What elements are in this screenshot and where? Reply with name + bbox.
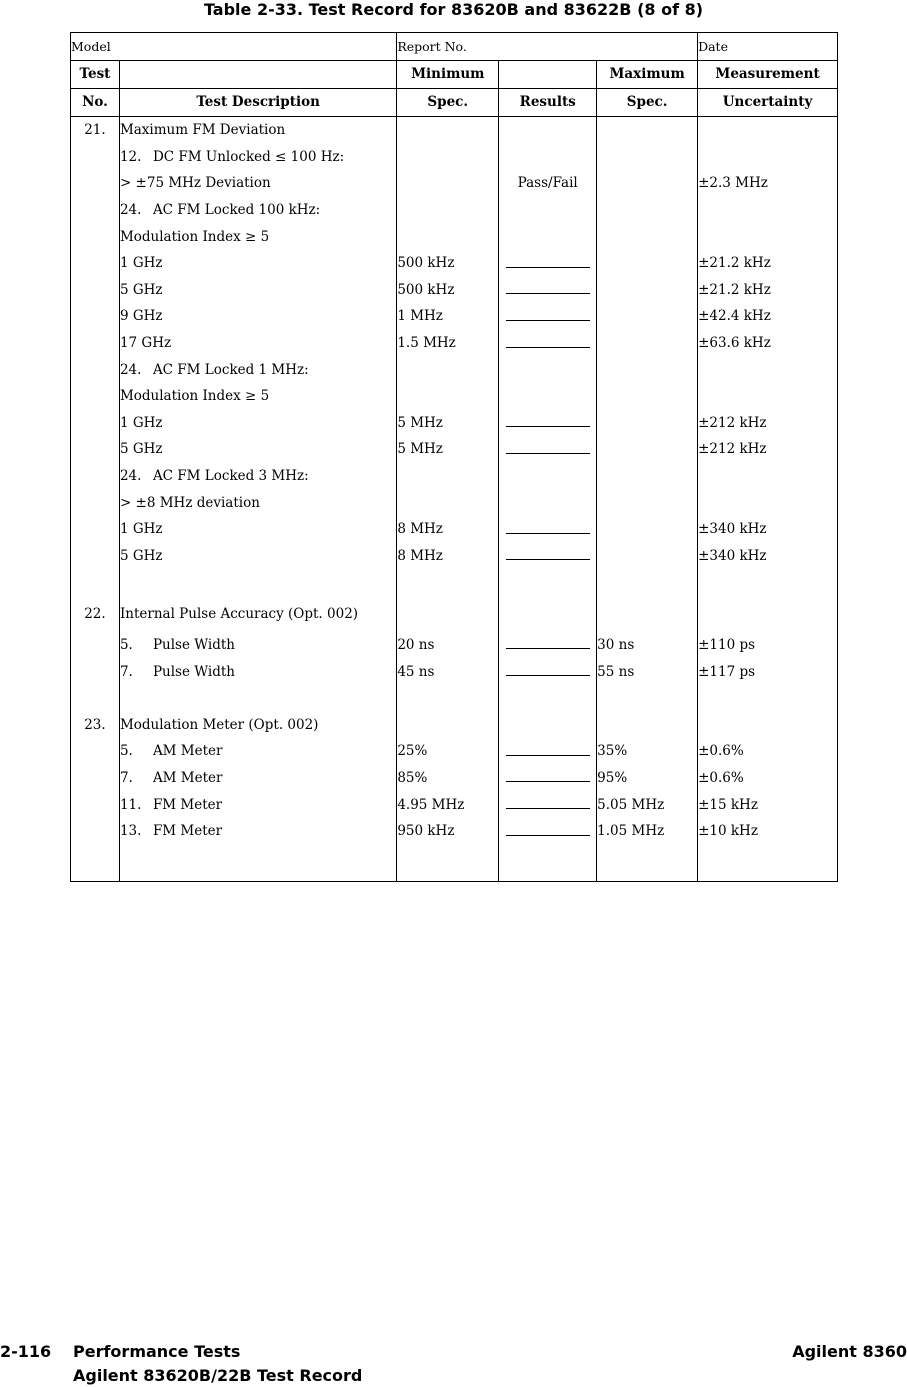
min-spec: 4.95 MHz <box>397 791 499 818</box>
measurement-uncertainty: ±212 kHz <box>698 436 838 463</box>
description-text: Modulation Meter (Opt. 002) <box>119 716 319 733</box>
min-spec: 45 ns <box>397 658 499 685</box>
empty-cell <box>698 685 838 712</box>
test-number <box>71 543 120 570</box>
result-entry-line[interactable] <box>506 823 590 836</box>
result-cell <box>499 463 597 490</box>
test-number <box>71 223 120 250</box>
measurement-uncertainty <box>698 223 838 250</box>
empty-cell <box>71 685 120 712</box>
test-number <box>71 197 120 224</box>
description-text: 5 GHz <box>119 547 163 564</box>
result-entry-line[interactable] <box>506 547 590 560</box>
table-row <box>71 543 838 570</box>
result-entry-line[interactable] <box>506 636 590 649</box>
test-description <box>119 303 396 330</box>
min-spec <box>397 144 499 171</box>
header-max-1: Maximum <box>597 61 698 89</box>
empty-cell <box>499 685 597 712</box>
test-number <box>71 489 120 516</box>
result-cell <box>499 489 597 516</box>
max-spec: 35% <box>597 738 698 765</box>
step-number: 24. <box>119 468 142 485</box>
measurement-uncertainty: ±63.6 kHz <box>698 330 838 357</box>
result-entry-line[interactable] <box>506 281 590 294</box>
result-cell <box>499 658 597 685</box>
header-unc-1: Measurement <box>698 61 838 89</box>
measurement-uncertainty: ±0.6% <box>698 738 838 765</box>
test-number <box>71 144 120 171</box>
max-spec <box>597 356 698 383</box>
test-number: 23. <box>71 711 120 738</box>
table-row <box>71 818 838 845</box>
table-row <box>71 765 838 792</box>
result-entry-line[interactable] <box>506 769 590 782</box>
table-row <box>71 711 838 738</box>
result-cell <box>499 818 597 845</box>
empty-cell <box>597 844 698 882</box>
measurement-uncertainty <box>698 383 838 410</box>
measurement-uncertainty: ±340 kHz <box>698 543 838 570</box>
test-description <box>119 632 396 659</box>
measurement-uncertainty: ±212 kHz <box>698 410 838 437</box>
max-spec <box>597 436 698 463</box>
max-spec <box>597 383 698 410</box>
min-spec <box>397 596 499 632</box>
empty-cell <box>119 569 396 596</box>
measurement-uncertainty <box>698 596 838 632</box>
measurement-uncertainty: ±117 ps <box>698 658 838 685</box>
description-text: 17 GHz <box>119 335 172 352</box>
header-row-1 <box>71 61 838 89</box>
measurement-uncertainty: ±21.2 kHz <box>698 250 838 277</box>
test-description <box>119 144 396 171</box>
table-row <box>71 632 838 659</box>
max-spec: 1.05 MHz <box>597 818 698 845</box>
test-number: 21. <box>71 117 120 144</box>
test-record-table <box>70 32 838 882</box>
result-cell <box>499 765 597 792</box>
page-number: 2-116 <box>0 1342 52 1361</box>
description-text: 9 GHz <box>119 308 163 325</box>
description-text: Internal Pulse Accuracy (Opt. 002) <box>119 605 359 622</box>
max-spec <box>597 543 698 570</box>
result-cell <box>499 516 597 543</box>
empty-cell <box>71 569 120 596</box>
test-description <box>119 543 396 570</box>
step-number: 5. <box>119 743 133 760</box>
test-number <box>71 818 120 845</box>
table-row <box>71 596 838 632</box>
min-spec: 8 MHz <box>397 543 499 570</box>
test-description <box>119 489 396 516</box>
min-spec <box>397 197 499 224</box>
min-spec: 85% <box>397 765 499 792</box>
min-spec: 5 MHz <box>397 436 499 463</box>
description-text: FM Meter <box>152 823 223 840</box>
result-cell <box>499 711 597 738</box>
test-description <box>119 658 396 685</box>
max-spec <box>597 250 698 277</box>
test-description <box>119 330 396 357</box>
table-row <box>71 738 838 765</box>
section-title: Performance Tests <box>73 1342 241 1361</box>
header-min-1: Minimum <box>397 61 499 89</box>
result-entry-line[interactable] <box>506 441 590 454</box>
test-number <box>71 516 120 543</box>
test-description <box>119 463 396 490</box>
test-description <box>119 170 396 197</box>
table-row <box>71 170 838 197</box>
max-spec <box>597 516 698 543</box>
table-row <box>71 117 838 144</box>
description-text: AM Meter <box>152 743 223 760</box>
max-spec <box>597 144 698 171</box>
header-row-2 <box>71 89 838 117</box>
table-row <box>71 277 838 304</box>
step-number: 13. <box>119 823 142 840</box>
description-text: > ±75 MHz Deviation <box>119 175 271 192</box>
test-description <box>119 436 396 463</box>
test-description <box>119 711 396 738</box>
min-spec <box>397 117 499 144</box>
min-spec: 25% <box>397 738 499 765</box>
result-cell <box>499 144 597 171</box>
test-number <box>71 277 120 304</box>
description-text: DC FM Unlocked ≤ 100 Hz: <box>152 148 345 165</box>
min-spec <box>397 223 499 250</box>
result-cell <box>499 543 597 570</box>
header-test-no-1: Test <box>71 61 120 89</box>
min-spec: 950 kHz <box>397 818 499 845</box>
max-spec <box>597 197 698 224</box>
test-number <box>71 463 120 490</box>
test-number <box>71 303 120 330</box>
step-number: 24. <box>119 361 142 378</box>
result-cell <box>499 356 597 383</box>
test-number: 22. <box>71 596 120 632</box>
test-description <box>119 738 396 765</box>
step-number: 5. <box>119 636 133 653</box>
description-text: 5 GHz <box>119 281 163 298</box>
table-row <box>71 197 838 224</box>
result-entry-line[interactable] <box>506 414 590 427</box>
spacer-row <box>71 685 838 712</box>
min-spec <box>397 711 499 738</box>
measurement-uncertainty: ±21.2 kHz <box>698 277 838 304</box>
min-spec: 1 MHz <box>397 303 499 330</box>
empty-cell <box>597 685 698 712</box>
min-spec <box>397 170 499 197</box>
description-text: AC FM Locked 3 MHz: <box>152 468 309 485</box>
header-unc-2: Uncertainty <box>698 89 838 117</box>
max-spec: 55 ns <box>597 658 698 685</box>
test-number <box>71 658 120 685</box>
result-cell: Pass/Fail <box>499 170 597 197</box>
measurement-uncertainty: ±110 ps <box>698 632 838 659</box>
step-number: 7. <box>119 663 133 680</box>
empty-cell <box>119 844 396 882</box>
test-number <box>71 791 120 818</box>
measurement-uncertainty <box>698 356 838 383</box>
step-number: 24. <box>119 202 142 219</box>
meta-row <box>71 33 838 61</box>
max-spec <box>597 410 698 437</box>
test-number <box>71 250 120 277</box>
measurement-uncertainty: ±15 kHz <box>698 791 838 818</box>
test-number <box>71 330 120 357</box>
test-description <box>119 596 396 632</box>
max-spec <box>597 596 698 632</box>
result-cell <box>499 410 597 437</box>
max-spec: 30 ns <box>597 632 698 659</box>
measurement-uncertainty: ±340 kHz <box>698 516 838 543</box>
test-description <box>119 250 396 277</box>
result-entry-line[interactable] <box>506 743 590 756</box>
test-description <box>119 383 396 410</box>
measurement-uncertainty <box>698 197 838 224</box>
test-description <box>119 818 396 845</box>
result-entry-line[interactable] <box>506 521 590 534</box>
description-text: AM Meter <box>152 769 223 786</box>
empty-cell <box>698 844 838 882</box>
min-spec <box>397 489 499 516</box>
min-spec: 5 MHz <box>397 410 499 437</box>
result-entry-line[interactable] <box>506 308 590 321</box>
test-number <box>71 410 120 437</box>
max-spec <box>597 170 698 197</box>
measurement-uncertainty <box>698 463 838 490</box>
table-row <box>71 516 838 543</box>
result-cell <box>499 596 597 632</box>
measurement-uncertainty <box>698 489 838 516</box>
min-spec <box>397 463 499 490</box>
header-test-no-2: No. <box>71 89 120 117</box>
description-text: Pulse Width <box>152 663 235 680</box>
end-row <box>71 844 838 882</box>
result-entry-line[interactable] <box>506 663 590 676</box>
empty-cell <box>698 569 838 596</box>
max-spec <box>597 330 698 357</box>
max-spec <box>597 223 698 250</box>
header-desc: Test Description <box>119 89 396 117</box>
empty-cell <box>397 844 499 882</box>
result-cell <box>499 250 597 277</box>
test-description <box>119 410 396 437</box>
table-row <box>71 658 838 685</box>
test-number <box>71 436 120 463</box>
table-row <box>71 791 838 818</box>
max-spec <box>597 303 698 330</box>
description-text: Modulation Index ≥ 5 <box>119 388 270 405</box>
measurement-uncertainty <box>698 711 838 738</box>
max-spec: 95% <box>597 765 698 792</box>
empty-cell <box>499 569 597 596</box>
max-spec: 5.05 MHz <box>597 791 698 818</box>
description-text: 5 GHz <box>119 441 163 458</box>
empty-cell <box>397 685 499 712</box>
table-row <box>71 330 838 357</box>
result-entry-line[interactable] <box>506 255 590 268</box>
step-number: 12. <box>119 148 142 165</box>
max-spec <box>597 117 698 144</box>
step-number: 11. <box>119 796 142 813</box>
max-spec <box>597 277 698 304</box>
min-spec <box>397 356 499 383</box>
test-number <box>71 632 120 659</box>
step-number: 7. <box>119 769 133 786</box>
description-text: Modulation Index ≥ 5 <box>119 228 270 245</box>
min-spec: 500 kHz <box>397 277 499 304</box>
description-text: AC FM Locked 1 MHz: <box>152 361 309 378</box>
result-cell <box>499 436 597 463</box>
result-cell <box>499 383 597 410</box>
min-spec: 500 kHz <box>397 250 499 277</box>
brand-name: Agilent 8360 <box>792 1342 907 1361</box>
result-cell <box>499 197 597 224</box>
measurement-uncertainty <box>698 144 838 171</box>
test-description <box>119 765 396 792</box>
subsection-title: Agilent 83620B/22B Test Record <box>73 1366 363 1385</box>
table-row <box>71 223 838 250</box>
max-spec <box>597 489 698 516</box>
min-spec: 1.5 MHz <box>397 330 499 357</box>
max-spec <box>597 711 698 738</box>
header-results: Results <box>499 89 597 117</box>
test-description <box>119 516 396 543</box>
measurement-uncertainty: ±0.6% <box>698 765 838 792</box>
result-cell <box>499 117 597 144</box>
description-text: 1 GHz <box>119 521 163 538</box>
test-number <box>71 738 120 765</box>
measurement-uncertainty: ±2.3 MHz <box>698 170 838 197</box>
description-text: 1 GHz <box>119 255 163 272</box>
table-row <box>71 463 838 490</box>
empty-cell <box>397 569 499 596</box>
table-row <box>71 383 838 410</box>
test-description <box>119 356 396 383</box>
test-number <box>71 765 120 792</box>
min-spec <box>397 383 499 410</box>
empty-cell <box>71 844 120 882</box>
max-spec <box>597 463 698 490</box>
result-cell <box>499 303 597 330</box>
description-text: Maximum FM Deviation <box>119 122 286 139</box>
spacer-row <box>71 569 838 596</box>
report-no-field: Report No. <box>397 33 698 61</box>
empty-cell <box>597 569 698 596</box>
description-text: > ±8 MHz deviation <box>119 494 260 511</box>
date-field: Date <box>698 33 838 61</box>
test-description <box>119 197 396 224</box>
description-text: AC FM Locked 100 kHz: <box>152 202 321 219</box>
test-description <box>119 791 396 818</box>
table-row <box>71 436 838 463</box>
description-text: 1 GHz <box>119 414 163 431</box>
min-spec: 8 MHz <box>397 516 499 543</box>
result-cell <box>499 738 597 765</box>
test-number <box>71 170 120 197</box>
test-description <box>119 277 396 304</box>
table-row <box>71 144 838 171</box>
result-entry-line[interactable] <box>506 335 590 348</box>
measurement-uncertainty: ±10 kHz <box>698 818 838 845</box>
result-cell <box>499 330 597 357</box>
table-row <box>71 250 838 277</box>
measurement-uncertainty: ±42.4 kHz <box>698 303 838 330</box>
empty-cell <box>119 685 396 712</box>
test-description <box>119 223 396 250</box>
result-cell <box>499 632 597 659</box>
table-row <box>71 489 838 516</box>
result-entry-line[interactable] <box>506 796 590 809</box>
table-row <box>71 303 838 330</box>
description-text: Pulse Width <box>152 636 235 653</box>
description-text: FM Meter <box>152 796 223 813</box>
result-cell <box>499 277 597 304</box>
empty-cell <box>499 844 597 882</box>
model-field: Model <box>71 33 397 61</box>
result-cell <box>499 791 597 818</box>
header-min-2: Spec. <box>397 89 499 117</box>
table-row <box>71 410 838 437</box>
header-max-2: Spec. <box>597 89 698 117</box>
table-row <box>71 356 838 383</box>
table-title: Table 2-33. Test Record for 83620B and 83622B (8 of 8) <box>203 0 704 19</box>
test-number <box>71 356 120 383</box>
test-number <box>71 383 120 410</box>
test-description <box>119 117 396 144</box>
min-spec: 20 ns <box>397 632 499 659</box>
result-cell <box>499 223 597 250</box>
measurement-uncertainty <box>698 117 838 144</box>
